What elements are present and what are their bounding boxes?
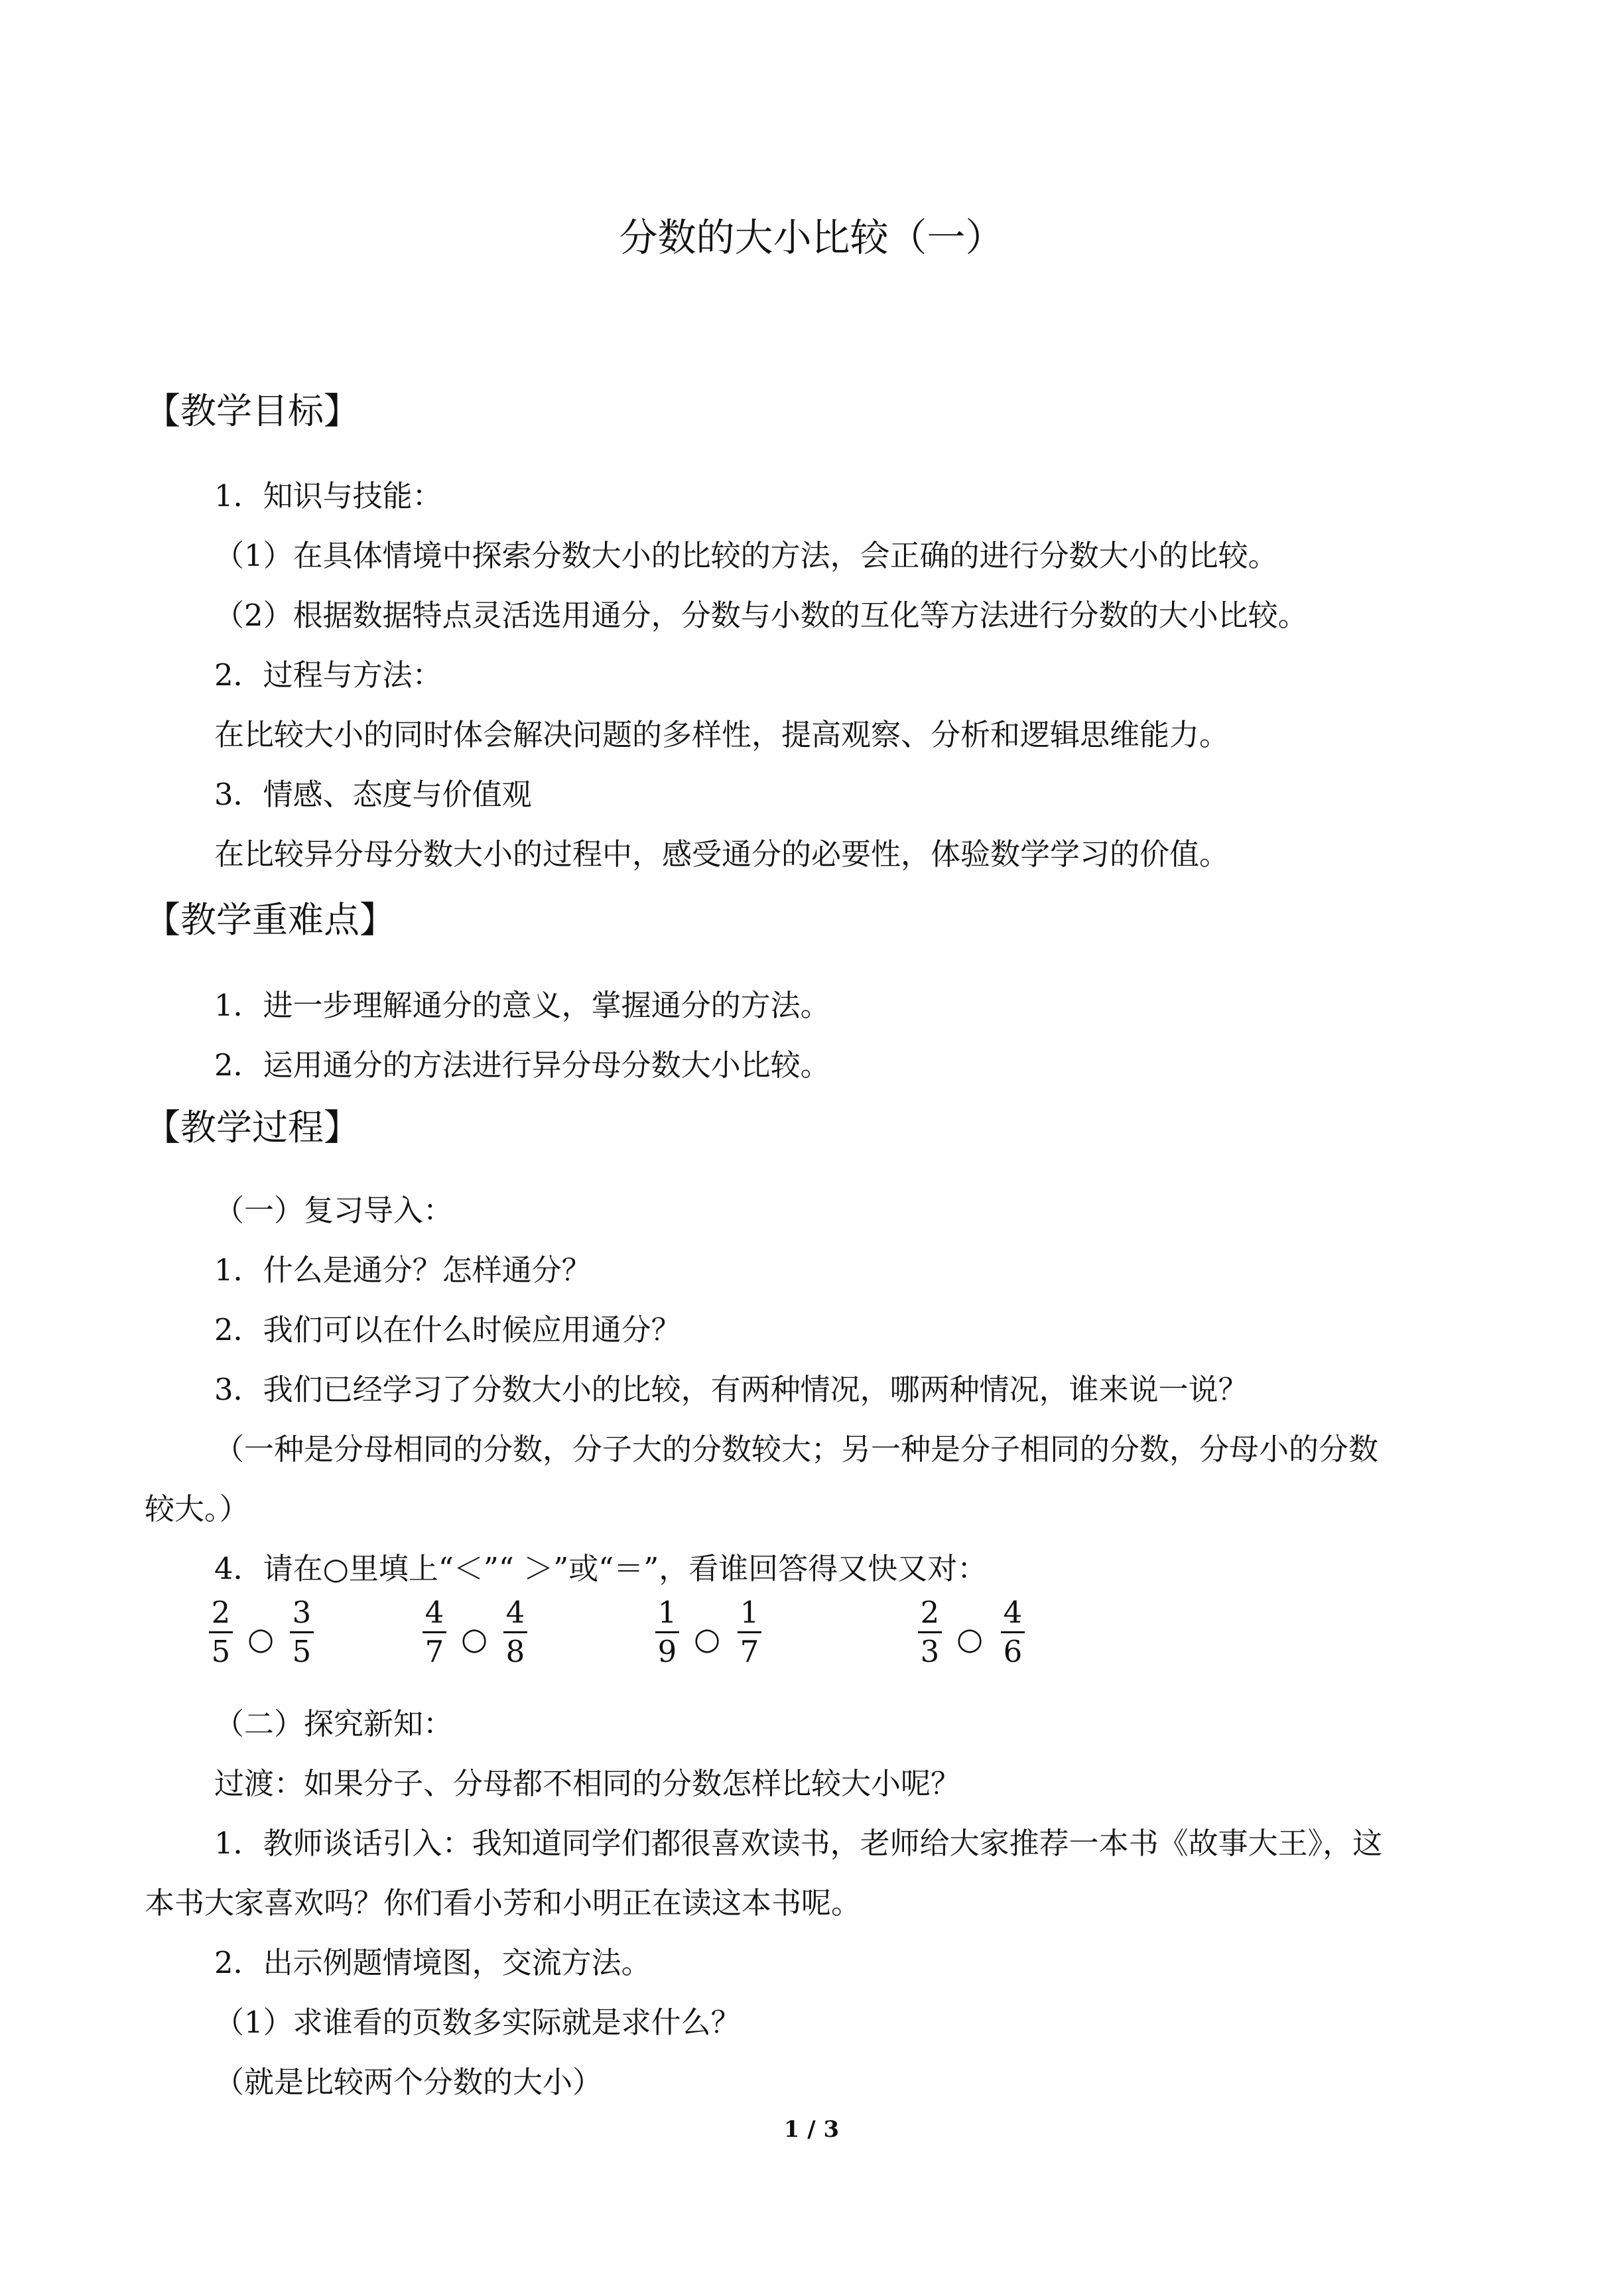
section-heading-goals: 【教学目标】 bbox=[145, 390, 359, 432]
fraction bbox=[915, 1595, 944, 1669]
fraction-denominator: 3 bbox=[920, 1634, 940, 1669]
process-line-12: 2．出示例题情境图，交流方法。 bbox=[214, 1945, 651, 1980]
fraction-numerator: 1 bbox=[740, 1595, 759, 1630]
fraction bbox=[501, 1595, 530, 1669]
goal-line-4: 2．过程与方法： bbox=[214, 657, 442, 693]
process-line-6: 较大。） bbox=[145, 1491, 249, 1526]
goal-line-1: 1．知识与技能： bbox=[214, 478, 442, 513]
fraction-numerator: 4 bbox=[505, 1595, 525, 1630]
comparison-circle: ○ bbox=[461, 1621, 488, 1656]
process-line-14: （就是比较两个分数的大小） bbox=[214, 2064, 603, 2100]
fraction-numerator: 2 bbox=[211, 1595, 231, 1630]
page-number: 1 / 3 bbox=[783, 2116, 840, 2143]
fraction-denominator: 7 bbox=[424, 1634, 444, 1669]
goal-line-5: 在比较大小的同时体会解决问题的多样性，提高观察、分析和逻辑思维能力。 bbox=[214, 717, 1230, 752]
fraction-denominator: 5 bbox=[211, 1634, 231, 1669]
process-line-11: 本书大家喜欢吗？你们看小芳和小明正在读这本书呢。 bbox=[145, 1885, 862, 1921]
fraction-bar bbox=[738, 1631, 761, 1633]
comparison-circle: ○ bbox=[247, 1621, 275, 1656]
fraction bbox=[735, 1595, 764, 1669]
process-line-9: 过渡：如果分子、分母都不相同的分数怎样比较大小呢？ bbox=[214, 1766, 961, 1801]
fraction-numerator: 3 bbox=[292, 1595, 312, 1630]
fraction-bar bbox=[503, 1631, 527, 1633]
fraction-numerator: 2 bbox=[920, 1595, 940, 1630]
fraction-numerator: 4 bbox=[1003, 1595, 1023, 1630]
process-line-5: （一种是分母相同的分数，分子大的分数较大；另一种是分子相同的分数，分母小的分数 bbox=[214, 1432, 1379, 1467]
section-heading-process: 【教学过程】 bbox=[145, 1107, 359, 1148]
fraction-numerator: 1 bbox=[657, 1595, 677, 1630]
page-title: 分数的大小比较（一） bbox=[619, 215, 1004, 260]
goal-line-6: 3．情感、态度与价值观 bbox=[214, 777, 532, 812]
process-line-10: 1．教师谈话引入：我知道同学们都很喜欢读书，老师给大家推荐一本书《故事大王》，这 bbox=[214, 1826, 1383, 1861]
fraction-denominator: 5 bbox=[292, 1634, 312, 1669]
fraction-denominator: 8 bbox=[505, 1634, 525, 1669]
fraction-bar bbox=[209, 1631, 233, 1633]
fraction bbox=[206, 1595, 235, 1669]
goal-line-2: （1）在具体情境中探索分数大小的比较的方法，会正确的进行分数大小的比较。 bbox=[214, 538, 1278, 573]
fraction bbox=[287, 1595, 316, 1669]
fraction bbox=[653, 1595, 682, 1669]
key-point-line-1: 1．进一步理解通分的意义，掌握通分的方法。 bbox=[214, 988, 830, 1023]
fraction-denominator: 9 bbox=[657, 1634, 677, 1669]
fraction-numerator: 4 bbox=[424, 1595, 444, 1630]
process-line-1: （一）复习导入： bbox=[214, 1193, 454, 1228]
key-point-line-2: 2．运用通分的方法进行异分母分数大小比较。 bbox=[214, 1047, 830, 1083]
fraction-bar bbox=[422, 1631, 446, 1633]
goal-line-7: 在比较异分母分数大小的过程中，感受通分的必要性，体验数学学习的价值。 bbox=[214, 837, 1230, 872]
fraction-denominator: 6 bbox=[1003, 1634, 1023, 1669]
section-heading-key-points: 【教学重难点】 bbox=[145, 899, 395, 941]
fraction bbox=[420, 1595, 449, 1669]
fraction-bar bbox=[655, 1631, 679, 1633]
process-line-13: （1）求谁看的页数多实际就是求什么？ bbox=[214, 2005, 741, 2040]
comparison-circle: ○ bbox=[694, 1621, 721, 1656]
fraction-denominator: 7 bbox=[740, 1634, 759, 1669]
process-line-7: 4．请在○里填上“＜”“ ＞”或“＝”，看谁回答得又快又对： bbox=[214, 1551, 988, 1586]
process-line-2: 1．什么是通分？怎样通分？ bbox=[214, 1252, 592, 1288]
goal-line-3: （2）根据数据特点灵活选用通分，分数与小数的互化等方法进行分数的大小比较。 bbox=[214, 598, 1308, 633]
fraction-bar bbox=[918, 1631, 942, 1633]
fraction-bar bbox=[290, 1631, 314, 1633]
fraction-bar bbox=[1001, 1631, 1025, 1633]
fraction bbox=[998, 1595, 1027, 1669]
process-line-8: （二）探究新知： bbox=[214, 1706, 454, 1741]
process-line-4: 3．我们已经学习了分数大小的比较，有两种情况，哪两种情况，谁来说一说？ bbox=[214, 1372, 1248, 1407]
comparison-circle: ○ bbox=[956, 1621, 984, 1656]
process-line-3: 2．我们可以在什么时候应用通分？ bbox=[214, 1312, 681, 1347]
